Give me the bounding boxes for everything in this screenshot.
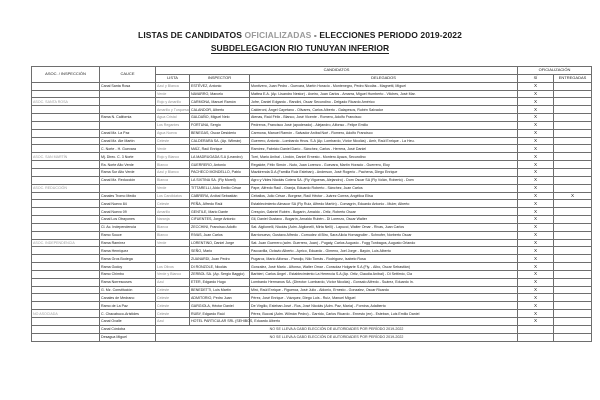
cell-cand: CABRERA, Aníbal Sebastián <box>190 192 250 200</box>
subtitle-text: SUBDELEGACION RIO TUNUYAN INFERIOR <box>210 43 390 53</box>
cell-asoc <box>32 255 100 263</box>
cell-del: Pérez, Bucosi (Adm. Wilmán Pedro) - Garrido, Carlos Ricardo - Ernesto (en) - Esteban, Luis Emilio Daniel <box>250 310 518 318</box>
cell-si: X <box>518 247 554 255</box>
cell-si: X <box>518 176 554 184</box>
table-row <box>32 223 592 231</box>
cell-cand: LA SIXTINA SA. (Fly Morell) <box>190 176 250 184</box>
cell-si: X <box>518 129 554 137</box>
cell-ent <box>554 216 592 224</box>
cell-ent <box>554 153 592 161</box>
cell-ent <box>554 98 592 106</box>
table-row <box>32 255 592 263</box>
cell-ent <box>554 184 592 192</box>
cell-del: Pérez, José Enrique - Vázquez, Diego Luis - Ruíz, Manuel Miguel <box>250 294 518 302</box>
cell-ent <box>554 145 592 153</box>
title-suffix: - ELECCIONES PERIODO 2019-2022 <box>313 30 462 40</box>
cell-asoc <box>32 302 100 310</box>
cell-cand: ESTÉVEZ, Antonio <box>190 82 250 90</box>
cell-del: Agro y Vides Nicolás Cotera SA. (Fly Vigueras, Alejandro) - Dom Oscar SA (Fly Volán, Roberto) - Dom <box>250 176 518 184</box>
cell-cand: LORENTINO, Daniel Jorge <box>190 239 250 247</box>
cell-si: X <box>518 286 554 294</box>
cell-asoc <box>32 278 100 286</box>
cell-si: X <box>518 270 554 278</box>
cell-ent <box>554 302 592 310</box>
cell-asoc: ASOC. SAN MARTÍN <box>32 153 100 161</box>
cell-cand: SEÑO, Mario <box>190 247 250 255</box>
cell-si: X <box>518 231 554 239</box>
cell-cand: CARMONA, Manuel Ramón <box>190 98 250 106</box>
cell-cand: ZUANARDI, Juan Pedro <box>190 255 250 263</box>
cell-cand: GALDAÑO, Miguel Nelo <box>190 114 250 122</box>
cell-ent <box>554 278 592 286</box>
table-row <box>32 168 592 176</box>
cell-cauce: C. Norte - H. Guevara <box>100 145 156 153</box>
header-asoc: ASOC. / INSPECCIÓN <box>32 67 100 83</box>
cell-cauce <box>100 90 156 98</box>
table-row <box>32 129 592 137</box>
cell-del: Sat. Juan Guerrero (adm. Guerrero, Juan) - Pugaty, Carlos Augusto - Fogg Tonbagos, Augusto Orlando <box>250 239 518 247</box>
cell-asoc <box>32 129 100 137</box>
cell-del: Ramírez, Fabricio Daniel Darío - Sánchez, Carlos - Herrera, José Daniel <box>250 145 518 153</box>
cell-lista: Azul <box>156 278 190 286</box>
cell-asoc <box>32 168 100 176</box>
cell-si: X <box>518 114 554 122</box>
cell-asoc: ASOC. SANTA ROSA <box>32 98 100 106</box>
cell-cauce: Rama Henríquez <box>100 247 156 255</box>
table-row <box>32 231 592 239</box>
page-title <box>0 30 600 40</box>
cell-lista: Los Olivos <box>156 263 190 271</box>
cell-cauce <box>100 121 156 129</box>
cell-si: X <box>518 168 554 176</box>
cell-cand: DI RONZOLE, Nicolás <box>190 263 250 271</box>
cell-asoc <box>32 90 100 98</box>
cell-ent: X <box>554 192 592 200</box>
cell-asoc <box>32 82 100 90</box>
table-row <box>32 325 592 333</box>
cell-del: Carmona, Manuel Ramón - Salvador Aníbal Noé - Romero, Adolfo Francisco <box>250 129 518 137</box>
cell-asoc <box>32 294 100 302</box>
cell-ent <box>554 294 592 302</box>
cell-cauce: C. Chacabuco-Arístides <box>100 310 156 318</box>
cell-si <box>518 333 554 341</box>
cell-cauce: Canales de Medrano <box>100 294 156 302</box>
cell-asoc <box>32 114 100 122</box>
cell-del: Jofre, Daniel Edgardo - Randini, Oscar Secundino - Delgado Ricardo Américo <box>250 98 518 106</box>
cell-cauce: Canal Nuevo 09 <box>100 208 156 216</box>
cell-lista: Rojo y Blanco <box>156 153 190 161</box>
cell-cauce: Canal Mz. Ate Martín <box>100 137 156 145</box>
cell-ent <box>554 106 592 114</box>
cell-lista: Azul y Blanco <box>156 168 190 176</box>
table-row <box>32 302 592 310</box>
cell-ent <box>554 176 592 184</box>
cell-del: Ceballos, Julio César - Borgese, Raúl Héctor - Juárez Correa, Angélica Elisa <box>250 192 518 200</box>
cell-del: Torri, Mario Aníbal - Lindón, Daniel Ernesto - Montero Ayaza, Secundino <box>250 153 518 161</box>
cell-ent <box>554 333 592 341</box>
cell-ent <box>554 223 592 231</box>
table-row <box>32 82 592 90</box>
cell-lista: Celeste <box>156 200 190 208</box>
cell-cand: LA MADRUGADA S.A (Leandro) <box>190 153 250 161</box>
table-row <box>32 90 592 98</box>
table-row <box>32 153 592 161</box>
cell-si: X <box>518 82 554 90</box>
cell-del: Miró, Raúl Enrique - Figueroa, José Julio - Aldonio, Ernesto - Gonzalez, Oscar Ricardo <box>250 286 518 294</box>
cell-lista: Celeste <box>156 310 190 318</box>
cell-del: Lombardo Hermanos SA. (Director: Lombardo, Víctor Nicolás) - Gonsalo Alfredo - Suárez, Eduardo In. <box>250 278 518 286</box>
cell-ent <box>554 200 592 208</box>
cell-cauce: Ra. Norte Alto Verde <box>100 161 156 169</box>
cell-si: X <box>518 263 554 271</box>
table-row <box>32 121 592 129</box>
cell-si: X <box>518 318 554 326</box>
cell-cauce: Desagua Miguel <box>100 333 156 341</box>
cell-del <box>250 318 518 326</box>
cell-cand: CALANDOR, Alberto <box>190 106 250 114</box>
table-row <box>32 263 592 271</box>
header-entregadas: ENTREGADAS <box>554 74 592 82</box>
cell-si: X <box>518 239 554 247</box>
cell-lista: Agua Nueva <box>156 129 190 137</box>
cell-cauce: Canal Los Otrayones <box>100 216 156 224</box>
cell-del: Mattea E.A. (Ap. Lisandro Nestor) - Aveiro, Juan Carlos - Amarra, Miguel Humberto - Vilches, José Mar. <box>250 90 518 98</box>
cell-cauce: Canales Tromo Medio <box>100 192 156 200</box>
cell-asoc: ASOC. REDUCCIÓN <box>32 184 100 192</box>
header-cauce: CAUCE <box>100 67 156 83</box>
cell-cand: NAVARRO, Marcelo <box>190 90 250 98</box>
cell-del: NO SE LLEVA A CABO ELECCIÓN DE AUTORIDADES POR PERÍODO 2019-2022 <box>156 325 518 333</box>
cell-asoc <box>32 200 100 208</box>
table-row <box>32 278 592 286</box>
cell-del: Pugaroz, Mario Alfonso - Panoljo, Nilo Tomás - Rodríguez, Isabelo Rosa <box>250 255 518 263</box>
table-row <box>32 184 592 192</box>
table-row <box>32 239 592 247</box>
cell-cand: PEÑA, Alfredo Raúl <box>190 200 250 208</box>
cell-lista <box>156 247 190 255</box>
table-row <box>32 137 592 145</box>
cell-ent <box>554 114 592 122</box>
cell-ent <box>554 270 592 278</box>
cell-ent <box>554 231 592 239</box>
cell-ent <box>554 129 592 137</box>
cell-cand: MAÍZ, Raúl Enrique <box>190 145 250 153</box>
cell-cand: BENEDETTI, Luis Martín <box>190 286 250 294</box>
header-lista: LISTA <box>156 74 190 82</box>
cell-cand: GUERRERO, Antonio <box>190 161 250 169</box>
cell-si: X <box>518 145 554 153</box>
cell-asoc <box>32 106 100 114</box>
cell-asoc <box>32 231 100 239</box>
cell-del: Establecimiento Almacor SA (Fly Ruiz, Alfredo Martín) - Comagrín, Eduardo Antonio - Muler, Alberto <box>250 200 518 208</box>
cell-cauce <box>100 98 156 106</box>
cell-si: X <box>518 192 554 200</box>
header-delegados: DELEGADOS <box>250 74 518 82</box>
cell-asoc <box>32 223 100 231</box>
cell-lista: Azul <box>156 318 190 326</box>
cell-lista: Celeste <box>156 137 190 145</box>
cell-cauce: Canal Santa Rosa <box>100 82 156 90</box>
cell-del: Gonzalez, José Mario - Alfonso, Walter Omar - Consolaz Holgarte S.A (Fly. - Albo, Oscar Sebastián) <box>250 263 518 271</box>
cell-asoc: ASOC. INDEPENDENCIA <box>32 239 100 247</box>
cell-si: X <box>518 90 554 98</box>
cell-cauce: Ramo Chimbo <box>100 270 156 278</box>
cell-cauce: Rama Sur Alto Verde <box>100 168 156 176</box>
table-row <box>32 161 592 169</box>
cell-lista: Verde <box>156 239 190 247</box>
cell-cauce: Rama Godoy <box>100 263 156 271</box>
cell-asoc <box>32 121 100 129</box>
table-row <box>32 145 592 153</box>
cell-cauce: Rama Ramírez <box>100 239 156 247</box>
cell-asoc <box>32 192 100 200</box>
cell-del: Barbieri, Carlos Ángel - Establecimiento La Herencia S.A (Ap. Ortiz, Claudia Aníbal) - Di Settimio, Cla <box>250 270 518 278</box>
cell-asoc <box>32 318 100 326</box>
cell-si: X <box>518 200 554 208</box>
cell-cand: TITTARELLI, Aldo Emilio César <box>190 184 250 192</box>
cell-cand: CIFUENTES, Jorge Antonio <box>190 216 250 224</box>
cell-del: Crespón, Gabriel Rubén - Bogarín, Arnaldo - Ortiz, Roberto Oscar <box>250 208 518 216</box>
cell-asoc <box>32 176 100 184</box>
cell-del: Paccavilla, Octavio Alberto - Aprico, Eduardo - Gimeno, Joel Jorge - Bayón, Luis Alberto <box>250 247 518 255</box>
cell-asoc: NO ASOCIADA <box>32 310 100 318</box>
table-row <box>32 270 592 278</box>
title-highlight: OFICIALIZADAS <box>244 30 312 40</box>
table-row <box>32 318 592 326</box>
candidates-table <box>31 66 592 342</box>
cell-si: X <box>518 310 554 318</box>
header-si: SÍ <box>518 74 554 82</box>
cell-ent <box>554 82 592 90</box>
table-row <box>32 286 592 294</box>
table-row <box>32 216 592 224</box>
header-inspector: INSPECTOR <box>190 74 250 82</box>
cell-ent <box>554 161 592 169</box>
cell-cand: ADMITORIO, Pedro Juan <box>190 294 250 302</box>
cell-cand: FORTUNA, Sergio <box>190 121 250 129</box>
cell-lista: Celeste <box>156 286 190 294</box>
cell-cauce: Canal Mz. Reducción <box>100 176 156 184</box>
cell-lista: Los Regantes <box>156 121 190 129</box>
cell-cauce: Canal Mz. La Paz <box>100 129 156 137</box>
cell-lista: Verde y Blanco <box>156 270 190 278</box>
cell-lista: Blanca <box>156 176 190 184</box>
cell-ent <box>554 168 592 176</box>
title-prefix: LISTAS DE CANDIDATOS <box>138 30 243 40</box>
cell-lista: Verde <box>156 184 190 192</box>
cell-del: Barrionuevo, Gustavo Alfredo - Cornudez di Biro, Sara Alicia Hornagruller - Schnofer, Norberto Oscar <box>250 231 518 239</box>
cell-cand: HOTEL PARTICULAR SRL (SEHIBOS, Eduardo Alberto <box>191 319 281 324</box>
cell-ent <box>554 286 592 294</box>
cell-lista: Los Candidatos <box>156 192 190 200</box>
cell-si: X <box>518 121 554 129</box>
cell-asoc <box>32 247 100 255</box>
cell-asoc <box>32 286 100 294</box>
cell-asoc <box>32 263 100 271</box>
cell-cand: PACHECO MONDELLO, Pablo <box>190 168 250 176</box>
cell-si: X <box>518 294 554 302</box>
cell-del: Gil, Daniel Gustavo - Bogarín, Arnaldo Rubén - Di Lorenzo, Oscar Walter <box>250 216 518 224</box>
cell-cand: RUBY, Edgardo Raúl <box>190 310 250 318</box>
header-candidatos: CANDIDATOS <box>156 67 518 75</box>
cell-lista: Celeste <box>156 302 190 310</box>
cell-cauce: Ramo de La Paz <box>100 302 156 310</box>
cell-si <box>518 325 554 333</box>
cell-cand: RIVAS, Juan Carlos <box>190 231 250 239</box>
table-row <box>32 176 592 184</box>
cell-lista: Blanco <box>156 161 190 169</box>
cell-del: Montivero, Juan Pedro - Guevara, Martín Horacio - Montenegro, Pedro Nicolás - Magnetti, Miguel <box>250 82 518 90</box>
cell-lista: Celeste <box>156 294 190 302</box>
cell-cauce: Cl. Ac. Independencia <box>100 223 156 231</box>
table-row <box>32 333 592 341</box>
cell-si: X <box>518 184 554 192</box>
cell-cand: GENTILE, Mario Dante <box>190 208 250 216</box>
cell-si: X <box>518 208 554 216</box>
cell-cauce <box>100 184 156 192</box>
cell-del: NO SE LLEVA A CABO ELECCIÓN DE AUTORIDADES POR PERÍODO 2019-2022 <box>156 333 518 341</box>
cell-cauce <box>100 106 156 114</box>
header-oficializacion: OFICIALIZACIÓN <box>518 67 592 75</box>
header-row-1 <box>32 67 592 75</box>
cell-lista: Naranja <box>156 216 190 224</box>
table-row <box>32 114 592 122</box>
cell-lista: Amarillo <box>156 208 190 216</box>
cell-ent <box>554 247 592 255</box>
cell-cauce: Canal Córdoba <box>100 325 156 333</box>
cell-si: X <box>518 137 554 145</box>
cell-ent <box>554 121 592 129</box>
cell-lista: Blanca <box>156 223 190 231</box>
cell-lista <box>156 255 190 263</box>
cell-cand: BENEGAS, Oscar Desiderio <box>190 129 250 137</box>
cell-si: X <box>518 255 554 263</box>
cell-ent <box>554 310 592 318</box>
cell-ent <box>554 255 592 263</box>
cell-asoc <box>32 216 100 224</box>
cell-cauce: Mj. Direc. C. 3 Norte <box>100 153 156 161</box>
cell-cand: ZECCHINI, Francisco Adolfo <box>190 223 250 231</box>
cell-ent <box>554 325 592 333</box>
table-row <box>32 208 592 216</box>
cell-lista: Azul y Blanca <box>156 82 190 90</box>
cell-ent <box>554 239 592 247</box>
cell-del: Pedreros, Francisco José (apoderado) - Alejandro, Alfonso - Felipe Emilio <box>250 121 518 129</box>
table-row <box>32 98 592 106</box>
cell-del: Guerrero, Antonio - Lombardo Hnos. S.A (Ap. Lombardo, Víctor Nicolás) - Amir, Raúl Enrique - La Heu. <box>250 137 518 145</box>
cell-del: Sat. Aiglionelli, Nicolás (Adm. Aiglionelli, Mirta Nelli) - Lapucci, Walter Omar - Rivas, Juan Carlos <box>250 223 518 231</box>
cell-lista: Amarillo y Turquesa <box>157 107 189 112</box>
table-body <box>32 82 592 341</box>
cell-cauce: Ramo Souce <box>100 231 156 239</box>
cell-asoc <box>32 208 100 216</box>
cell-si: X <box>518 223 554 231</box>
cell-cauce: Rama N. California <box>100 114 156 122</box>
cell-del: Regalote, Félix Simón - Nuto, Juan Lorenzo - Guevara, Martín Horacio - Guerrero, Eloy <box>250 161 518 169</box>
table-row <box>32 106 592 114</box>
table-row <box>32 310 592 318</box>
cell-lista: Verde <box>156 90 190 98</box>
cell-lista: Rojo y Amarillo <box>156 98 190 106</box>
cell-del: Calderoni, Ángel Cayetano - Olivares, Carlos Alberto - Galapesos, Rubén Salvador <box>250 106 518 114</box>
cell-ent <box>554 90 592 98</box>
cell-asoc <box>32 333 100 341</box>
cell-lista: Blanco <box>156 231 190 239</box>
cell-ent <box>554 208 592 216</box>
cell-asoc <box>32 325 100 333</box>
cell-cand: ETER, Edgardo Hugo <box>190 278 250 286</box>
cell-del: De Virgilio, Esteban José - Rus, José Nicolás (Adm. Paz, María) - Fornina, Adalberto <box>250 302 518 310</box>
cell-cauce: Rama Norrescuses <box>100 278 156 286</box>
cell-cand: ZERBOL SA. (Ap. Sergio Baggio) <box>190 270 250 278</box>
cell-si: X <box>518 153 554 161</box>
cell-cand: GARGIOLA, Héctor Daniel <box>190 302 250 310</box>
cell-si: X <box>518 161 554 169</box>
cell-cand: CALDERARA SA. (Ap. Wilmán) <box>190 137 250 145</box>
page-subtitle <box>0 43 600 53</box>
cell-asoc <box>32 161 100 169</box>
cell-del: Pape, Alfredo Raúl - Granja, Eduardo Roberto - Sánchez, Juan Carlos <box>250 184 518 192</box>
cell-cauce: Rama Gros Bodega <box>100 255 156 263</box>
cell-cauce: Canal Ovalle <box>100 318 156 326</box>
cell-del: Atenas, Raúl Félix - Blanco, José Vicente - Romero, Adolfo Francisco <box>250 114 518 122</box>
cell-del: Mazkirenda D.A (Familia Ruiz Esteban) - Anderson, José Rogerio - Pachena, Diego Enrique <box>250 168 518 176</box>
cell-asoc <box>32 270 100 278</box>
cell-asoc <box>32 137 100 145</box>
cell-asoc <box>32 145 100 153</box>
table-row <box>32 294 592 302</box>
cell-cauce: Canal Nuevo 84 <box>100 200 156 208</box>
cell-ent <box>554 318 592 326</box>
cell-cauce: G. Mz. Constitución <box>100 286 156 294</box>
cell-ent <box>554 137 592 145</box>
cell-si: X <box>518 106 554 114</box>
cell-si: X <box>518 216 554 224</box>
table-row <box>32 247 592 255</box>
cell-ent <box>554 263 592 271</box>
table-row <box>32 192 592 200</box>
cell-si: X <box>518 278 554 286</box>
table-row <box>32 200 592 208</box>
cell-lista: Verde <box>156 145 190 153</box>
cell-lista: Agua Cristal <box>156 114 190 122</box>
cell-si: X <box>518 302 554 310</box>
cell-si: X <box>518 98 554 106</box>
